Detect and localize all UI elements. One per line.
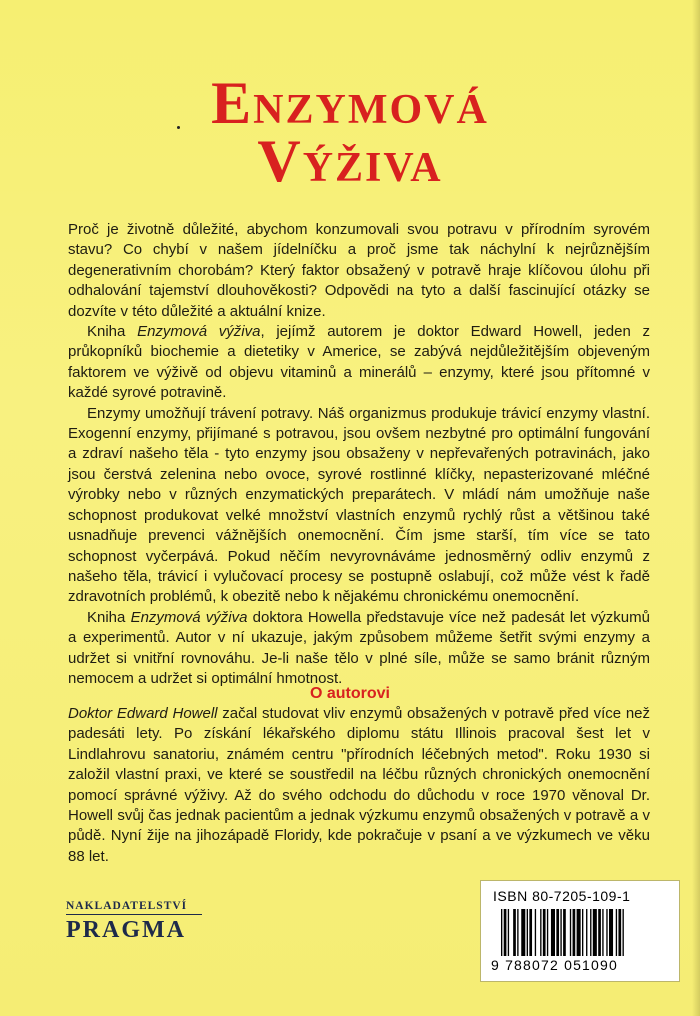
barcode-bar — [535, 909, 536, 956]
description-text — [68, 220, 650, 689]
barcode-bar — [556, 909, 559, 956]
p4-rest: doktora Howella představuje více než padesát let výzkumů a experimentů. Autor v ní ukazuje, jakým způsobem můžeme šetřit svými enzymy a udržet si vnitřní rovnováhu. Je-li naše tělo v plné síle, může se samo bránit různým nemocem a udržet si optimální hmotnost. — [68, 608, 650, 687]
barcode-bar — [551, 909, 555, 956]
barcode-bar — [543, 909, 546, 956]
isbn-label: ISBN 80-7205-109-1 — [493, 888, 631, 904]
publisher-name: PRAGMA — [66, 917, 186, 943]
barcode-bar — [623, 909, 624, 956]
publisher-logo — [66, 900, 206, 944]
barcode-bar — [616, 909, 617, 956]
barcode-bar — [582, 909, 583, 956]
p4-start: Kniha — [87, 608, 131, 626]
paragraph-1: Proč je životně důležité, abychom konzumovali svou potravu v přírodním syrovém stavu? Co chybí v našem jídelníčku a proč jsme tak náchylní k nejrůznějším degenerativním chorobám? Který faktor obsažený v potravě hraje klíčovou úlohu při odhalování tajemství dlouhověkosti? Odpovědi na tyto a další fascinující otázky se dozvíte v této důležité a aktuální knize. — [68, 221, 650, 320]
barcode-bar — [586, 909, 587, 956]
isbn-barcode-box — [480, 880, 680, 982]
barcode-bar — [521, 909, 525, 956]
barcode-bar — [577, 909, 581, 956]
paragraph-2 — [68, 322, 650, 404]
barcode-bar — [517, 909, 518, 956]
title-line-1: Enzymová — [211, 70, 489, 136]
barcode-bar — [540, 909, 541, 956]
p2-rest: , jejímž autorem je doktor Edward Howell, jeden z průkopníků biochemie a dietetiky v Americe, se zabývá nejdůležitějším objeveným faktorem ve výživě od objevu vitaminů a minerálů – enzymy, které jsou přítomné v každé syrové potravině. — [68, 323, 650, 402]
book-title-italic: Enzymová výživa — [137, 323, 261, 341]
barcode-bar — [560, 909, 561, 956]
barcode-bar — [593, 909, 597, 956]
barcode-digits: 9 788072 051090 — [491, 957, 618, 973]
author-name-italic: Doktor Edward Howell — [68, 705, 218, 722]
barcode-bar — [609, 909, 613, 956]
barcode-bar — [570, 909, 571, 956]
barcode-bar — [590, 909, 591, 956]
barcode-bar — [602, 909, 603, 956]
barcode-bar — [529, 909, 532, 956]
barcode-bar — [618, 909, 621, 956]
barcode-bar — [527, 909, 528, 956]
author-bio: začal studovat vliv enzymů obsažených v potravě před více než padesáti lety. Po získání lékařského diplomu státu Illinois pracoval šest let v Lindlahrovu sanatoriu, známém centru "přírodních léčebných metod". Roku 1930 si založil vlastní praxi, ve které se soustředil na léčbu různých chronických onemocnění pomocí správné výživy. Až do svého odchodu do důchodu v roce 1970 věnoval Dr. Howell svůj čas jednak pacientům a jednak výzkumu enzymů obsažených v potravě a v půdě. Nyní žije na jihozápadě Floridy, kde pokračuje v psaní a ve výzkumech ve věku 88 let. — [68, 705, 650, 865]
barcode-bar — [606, 909, 607, 956]
book-title-italic: Enzymová výživa — [130, 608, 248, 626]
barcode-graphic — [501, 909, 671, 956]
barcode-bar — [563, 909, 566, 956]
p2-start: Kniha — [87, 323, 138, 341]
barcode-bar — [513, 909, 516, 956]
barcode-bar — [504, 909, 507, 956]
author-heading: O autorovi — [309, 685, 390, 702]
barcode-bar — [547, 909, 548, 956]
paragraph-3: Enzymy umožňují trávení potravy. Náš organizmus produkuje trávicí enzymy vlastní. Exogenní enzymy, přijímané s potravou, jsou ovšem nezbytné pro optimální fungování a zdraví našeho těla - tyto enzymy jsou obsaženy v nepřevařených potravinách, jako jsou čerstvá zelenina nebo ovoce, syrové rostlinné klíčky, nepasterizované mléčné výrobky nebo v různých enzymatických preparátech. V mládí nám umožňuje naše schopnost produkovat velké množství vlastních enzymů rychlý růst a většinou také usnadňuje prevenci vážnějších onemocnění. Čím jsme starší, tím více se tato schopnost vyčerpává. Pokud něčím nevyrovnáváme jednosměrný odliv enzymů z našeho těla, trávicí i vylučovací procesy se postupně oslabují, což může vést k řadě zdravotních problémů, k obezitě nebo k nějakému chronickému onemocnění. — [68, 404, 650, 606]
barcode-bar — [501, 909, 502, 956]
publisher-label: NAKLADATELSTVÍ — [66, 900, 202, 915]
barcode-bar — [598, 909, 601, 956]
title-line-2: Výživa — [257, 128, 443, 194]
paragraph-4 — [68, 608, 650, 690]
author-text — [68, 704, 650, 867]
barcode-bar — [508, 909, 509, 956]
barcode-bar — [573, 909, 576, 956]
author-paragraph — [68, 704, 650, 867]
